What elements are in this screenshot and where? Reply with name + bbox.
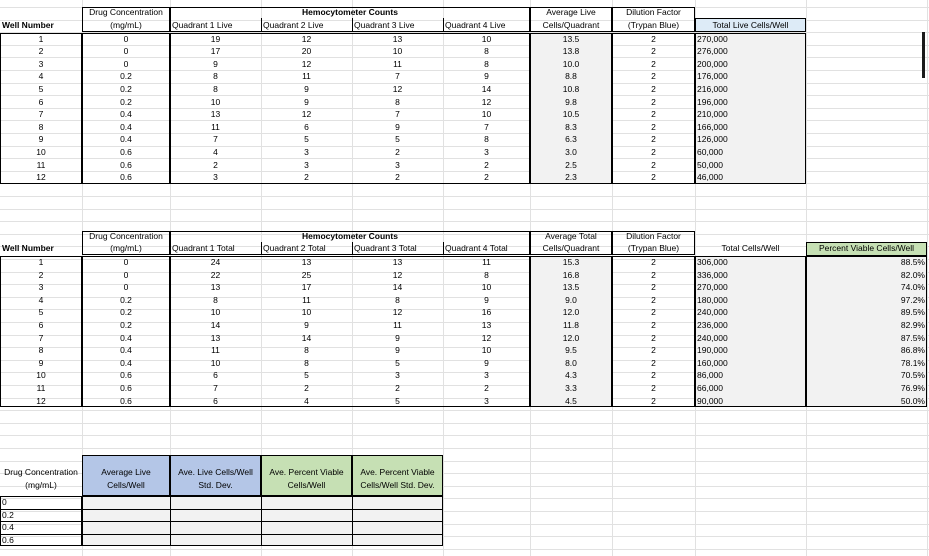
avg-cells-header[interactable]: Cells/Quadrant [542, 243, 600, 254]
table-cell-q4[interactable]: 10 [481, 345, 492, 356]
summary-std-header-line2[interactable]: Std. Dev. [198, 480, 233, 491]
table-cell-q4[interactable]: 9 [484, 71, 489, 82]
table-cell-q4[interactable]: 16 [481, 307, 492, 318]
table-cell-dil[interactable]: 2 [651, 46, 656, 57]
table-cell-drug[interactable]: 0.2 [120, 71, 132, 82]
table-cell-total[interactable]: 180,000 [697, 294, 728, 305]
table-cell-q4[interactable]: 7 [484, 121, 489, 132]
table-cell-well[interactable]: 4 [38, 71, 44, 82]
table-cell-q4[interactable]: 2 [484, 383, 489, 394]
table-cell-dil[interactable]: 2 [651, 357, 656, 368]
table-cell-avg[interactable]: 2.5 [565, 159, 577, 170]
table-cell-total[interactable]: 306,000 [697, 257, 728, 268]
quadrant-header[interactable]: Quadrant 3 Total [354, 243, 417, 254]
table-cell-dil[interactable]: 2 [651, 395, 656, 406]
row-gridline [0, 435, 929, 436]
table-cell-well[interactable]: 5 [38, 307, 44, 318]
table-cell-avg[interactable]: 13.8 [562, 46, 580, 57]
table-cell-avg[interactable]: 9.8 [565, 96, 577, 107]
table-cell-q1[interactable]: 11 [211, 121, 220, 132]
table-cell-total[interactable]: 90,000 [697, 395, 723, 406]
table-cell-well[interactable]: 9 [38, 134, 44, 145]
table-cell-total[interactable]: 66,000 [697, 383, 723, 394]
table-cell-avg[interactable]: 15.3 [562, 257, 580, 268]
row-gridline [0, 221, 929, 222]
table-cell-q1[interactable]: 9 [213, 58, 218, 69]
table-cell-pct[interactable]: 50.0% [900, 395, 925, 406]
table-cell-dil[interactable]: 2 [651, 307, 656, 318]
well-number-header[interactable]: Well Number [2, 19, 54, 30]
table-cell-avg[interactable]: 8.8 [565, 71, 577, 82]
table-cell-well[interactable]: 3 [38, 282, 44, 293]
table-cell-dil[interactable]: 2 [651, 83, 656, 94]
table-cell-well[interactable]: 8 [38, 121, 44, 132]
table-cell-q2[interactable]: 3 [304, 159, 309, 170]
quadrant-header[interactable]: Quadrant 2 Total [263, 243, 326, 254]
table-cell-total[interactable]: 240,000 [697, 307, 728, 318]
table-cell-well[interactable]: 6 [38, 96, 44, 107]
table-cell-q4[interactable]: 3 [484, 146, 489, 157]
table-cell-avg[interactable]: 16.8 [562, 269, 580, 280]
table-cell-q4[interactable]: 10 [481, 109, 492, 120]
table-cell-avg[interactable]: 3.3 [565, 383, 577, 394]
table-cell-q3[interactable]: 11 [393, 58, 402, 69]
table-cell-total[interactable]: 200,000 [697, 58, 728, 69]
table-cell-well[interactable]: 10 [36, 370, 46, 381]
summary-concentration-cell[interactable]: 0.2 [2, 509, 14, 520]
table-cell-drug[interactable]: 0 [123, 257, 129, 268]
table-cell-q2[interactable]: 14 [301, 332, 312, 343]
table-cell-pct[interactable]: 87.5% [900, 332, 925, 343]
table-cell-pct[interactable]: 76.9% [900, 383, 925, 394]
table-cell-q4[interactable]: 3 [484, 370, 489, 381]
summary-concentration-cell[interactable]: 0.4 [2, 522, 14, 533]
table-cell-q4[interactable]: 11 [482, 257, 491, 268]
table-cell-pct[interactable]: 82.0% [900, 269, 925, 280]
table-cell-q1[interactable]: 13 [210, 332, 221, 343]
table-cell-avg[interactable]: 13.5 [562, 282, 580, 293]
table-cell-drug[interactable]: 0.6 [120, 370, 132, 381]
row-gridline [0, 423, 929, 424]
table-cell-q3[interactable]: 9 [395, 345, 400, 356]
table-cell-q1[interactable]: 24 [210, 257, 221, 268]
table-cell-q3[interactable]: 8 [395, 294, 400, 305]
trypan-blue-header[interactable]: (Trypan Blue) [627, 19, 680, 30]
table-cell-dil[interactable]: 2 [651, 71, 656, 82]
table-cell-q1[interactable]: 22 [210, 269, 221, 280]
table-cell-drug[interactable]: 0 [123, 269, 129, 280]
table-cell-q3[interactable]: 5 [395, 134, 400, 145]
table-cell-q4[interactable]: 2 [484, 172, 489, 183]
table-cell-q1[interactable]: 8 [213, 71, 218, 82]
table-cell-pct[interactable]: 70.5% [900, 370, 925, 381]
table-cell-drug[interactable]: 0.2 [120, 83, 132, 94]
table-cell-well[interactable]: 1 [38, 257, 44, 268]
average-header[interactable]: Average Live [546, 7, 596, 18]
table-cell-dil[interactable]: 2 [651, 257, 656, 268]
table-cell-q2[interactable]: 11 [302, 71, 311, 82]
table-cell-q2[interactable]: 2 [304, 172, 309, 183]
total-cells-header[interactable]: Total Live Cells/Well [712, 19, 789, 30]
table-cell-dil[interactable]: 2 [651, 383, 656, 394]
table-cell-total[interactable]: 166,000 [697, 121, 728, 132]
table-cell-q4[interactable]: 12 [481, 96, 492, 107]
percent-viable-header[interactable]: Percent Viable Cells/Well [818, 243, 915, 254]
table-cell-q4[interactable]: 14 [481, 83, 492, 94]
table-cell-q3[interactable]: 9 [395, 121, 400, 132]
table-cell-drug[interactable]: 0.6 [120, 159, 132, 170]
table-cell-q2[interactable]: 4 [304, 395, 309, 406]
table-cell-q2[interactable]: 12 [301, 58, 312, 69]
table-cell-pct[interactable]: 78.1% [900, 357, 925, 368]
table-cell-avg[interactable]: 9.5 [565, 345, 577, 356]
table-cell-drug[interactable]: 0.2 [120, 294, 132, 305]
dilution-factor-header[interactable]: Dilution Factor [626, 231, 681, 242]
table-cell-drug[interactable]: 0.6 [120, 395, 132, 406]
table-cell-dil[interactable]: 2 [651, 121, 656, 132]
table-cell-q1[interactable]: 13 [210, 282, 221, 293]
table-cell-drug[interactable]: 0.2 [120, 307, 132, 318]
table-cell-q3[interactable]: 9 [395, 332, 400, 343]
table-cell-q2[interactable]: 10 [301, 307, 312, 318]
table-cell-avg[interactable]: 10.0 [562, 58, 580, 69]
table-cell-well[interactable]: 7 [38, 332, 44, 343]
quadrant-header[interactable]: Quadrant 1 Live [172, 19, 233, 30]
table-cell-drug[interactable]: 0.4 [120, 345, 132, 356]
table-cell-q2[interactable]: 6 [304, 121, 309, 132]
table-cell-q3[interactable]: 7 [395, 71, 400, 82]
table-cell-drug[interactable]: 0.6 [120, 172, 132, 183]
table-cell-q2[interactable]: 9 [304, 83, 309, 94]
table-cell-q3[interactable]: 12 [392, 83, 403, 94]
table-cell-q4[interactable]: 13 [481, 320, 492, 331]
table-cell-dil[interactable]: 2 [651, 294, 656, 305]
table-cell-q2[interactable]: 9 [304, 320, 309, 331]
table-cell-q4[interactable]: 10 [481, 33, 492, 44]
table-cell-q3[interactable]: 2 [395, 146, 400, 157]
table-cell-q3[interactable]: 13 [392, 33, 403, 44]
drug-unit-header[interactable]: (mg/mL) [110, 243, 142, 254]
table-cell-q1[interactable]: 6 [213, 395, 218, 406]
table-cell-dil[interactable]: 2 [651, 370, 656, 381]
table-cell-avg[interactable]: 10.5 [562, 109, 580, 120]
table-cell-total[interactable]: 86,000 [697, 370, 723, 381]
table-cell-well[interactable]: 8 [38, 345, 44, 356]
dilution-factor-header[interactable]: Dilution Factor [626, 7, 681, 18]
table-cell-dil[interactable]: 2 [651, 134, 656, 145]
table-cell-q1[interactable]: 10 [210, 357, 221, 368]
table-cell-q4[interactable]: 3 [484, 395, 489, 406]
avg-cells-header[interactable]: Cells/Quadrant [542, 19, 600, 30]
table-cell-well[interactable]: 12 [36, 395, 46, 406]
table-cell-total[interactable]: 50,000 [697, 159, 723, 170]
table-cell-drug[interactable]: 0 [123, 46, 129, 57]
table-cell-well[interactable]: 2 [38, 46, 44, 57]
table-cell-drug[interactable]: 0.4 [120, 121, 132, 132]
summary-pctstd-header-line2[interactable]: Cells/Well Std. Dev. [360, 480, 435, 491]
table-cell-q1[interactable]: 4 [213, 146, 218, 157]
table-cell-pct[interactable]: 88.5% [900, 257, 925, 268]
table-cell-q4[interactable]: 8 [484, 58, 489, 69]
table-cell-q1[interactable]: 11 [211, 345, 220, 356]
table-cell-q1[interactable]: 7 [213, 134, 218, 145]
table-cell-drug[interactable]: 0.4 [120, 357, 132, 368]
summary-pct-header-line1[interactable]: Ave. Percent Viable [269, 467, 344, 478]
summary-drug-header-line1[interactable]: Drug Concentration [4, 467, 78, 478]
table-cell-total[interactable]: 336,000 [697, 269, 728, 280]
summary-concentration-cell[interactable]: 0.6 [2, 534, 14, 545]
row-gridline [0, 549, 929, 550]
table-cell-dil[interactable]: 2 [651, 159, 656, 170]
table-cell-drug[interactable]: 0 [123, 33, 129, 44]
average-header[interactable]: Average Total [545, 231, 597, 242]
table-cell-q2[interactable]: 2 [304, 383, 309, 394]
summary-avg-live-header-line2[interactable]: Cells/Well [107, 480, 145, 491]
table-cell-dil[interactable]: 2 [651, 146, 656, 157]
table-cell-well[interactable]: 7 [38, 109, 44, 120]
table-cell-q3[interactable]: 2 [395, 172, 400, 183]
summary-pctstd-header-line1[interactable]: Ave. Percent Viable [360, 467, 435, 478]
table-cell-q1[interactable]: 19 [210, 33, 221, 44]
table-cell-total[interactable]: 126,000 [697, 134, 728, 145]
table-cell-drug[interactable]: 0.6 [120, 383, 132, 394]
summary-std-header-line1[interactable]: Ave. Live Cells/Well [178, 467, 253, 478]
table-cell-q1[interactable]: 7 [213, 383, 218, 394]
hemocytometer-counts-header[interactable]: Hemocytometer Counts [302, 7, 398, 18]
table-cell-well[interactable]: 1 [38, 33, 44, 44]
table-cell-q4[interactable]: 12 [481, 332, 492, 343]
table-cell-pct[interactable]: 97.2% [900, 294, 925, 305]
table-cell-q1[interactable]: 17 [210, 46, 221, 57]
table-cell-pct[interactable]: 74.0% [900, 282, 925, 293]
table-cell-q2[interactable]: 12 [301, 109, 312, 120]
table-cell-q3[interactable]: 11 [393, 320, 402, 331]
table-cell-drug[interactable]: 0.6 [120, 146, 132, 157]
table-cell-q1[interactable]: 8 [213, 294, 218, 305]
table-cell-total[interactable]: 270,000 [697, 33, 728, 44]
table-cell-avg[interactable]: 8.0 [565, 357, 577, 368]
table-cell-total[interactable]: 270,000 [697, 282, 728, 293]
table-cell-avg[interactable]: 3.0 [565, 146, 577, 157]
table-cell-q1[interactable]: 10 [210, 96, 221, 107]
table-cell-q3[interactable]: 3 [395, 159, 400, 170]
table-cell-well[interactable]: 9 [38, 357, 44, 368]
quadrant-header[interactable]: Quadrant 1 Total [172, 243, 235, 254]
table-cell-q2[interactable]: 12 [301, 33, 312, 44]
table-cell-dil[interactable]: 2 [651, 269, 656, 280]
table-cell-avg[interactable]: 10.8 [562, 83, 580, 94]
table-cell-avg[interactable]: 9.0 [565, 294, 577, 305]
table-cell-q3[interactable]: 10 [392, 46, 403, 57]
table-cell-total[interactable]: 46,000 [697, 172, 723, 183]
drug-unit-header[interactable]: (mg/mL) [110, 19, 142, 30]
table-cell-q2[interactable]: 13 [301, 257, 312, 268]
table-cell-drug[interactable]: 0.2 [120, 320, 132, 331]
table-cell-drug[interactable]: 0 [123, 58, 129, 69]
quadrant-header[interactable]: Quadrant 3 Live [354, 19, 415, 30]
table-cell-avg[interactable]: 8.3 [565, 121, 577, 132]
table-cell-q1[interactable]: 13 [210, 109, 221, 120]
table-cell-total[interactable]: 190,000 [697, 345, 728, 356]
table-cell-total[interactable]: 60,000 [697, 146, 723, 157]
table-cell-dil[interactable]: 2 [651, 58, 656, 69]
table-cell-well[interactable]: 6 [38, 320, 44, 331]
table-cell-drug[interactable]: 0 [123, 282, 129, 293]
summary-pct-header-line2[interactable]: Cells/Well [287, 480, 326, 491]
table-cell-well[interactable]: 11 [36, 383, 46, 394]
table-cell-dil[interactable]: 2 [651, 332, 656, 343]
table-cell-q2[interactable]: 5 [304, 134, 309, 145]
table-cell-q3[interactable]: 14 [392, 282, 403, 293]
table-cell-total[interactable]: 240,000 [697, 332, 728, 343]
row-gridline [0, 209, 929, 210]
summary-drug-header-line2[interactable]: (mg/mL) [25, 480, 57, 491]
table-cell-dil[interactable]: 2 [651, 33, 656, 44]
table-cell-pct[interactable]: 82.9% [900, 320, 925, 331]
summary-concentration-cell[interactable]: 0 [2, 497, 7, 508]
table-cell-total[interactable]: 210,000 [697, 109, 728, 120]
table-cell-well[interactable]: 5 [38, 83, 44, 94]
table-cell-drug[interactable]: 0.2 [120, 96, 132, 107]
quadrant-header[interactable]: Quadrant 2 Live [263, 19, 324, 30]
table-cell-dil[interactable]: 2 [651, 282, 656, 293]
table-cell-q1[interactable]: 3 [213, 172, 218, 183]
table-cell-q4[interactable]: 9 [484, 357, 489, 368]
table-cell-q3[interactable]: 13 [392, 257, 403, 268]
table-cell-q2[interactable]: 25 [301, 269, 312, 280]
table-cell-q1[interactable]: 2 [213, 159, 218, 170]
table-cell-q2[interactable]: 17 [301, 282, 312, 293]
quadrant-header[interactable]: Quadrant 4 Live [445, 19, 506, 30]
table-cell-q2[interactable]: 8 [304, 357, 309, 368]
drug-concentration-header[interactable]: Drug Concentration [89, 231, 163, 242]
table-cell-avg[interactable]: 6.3 [565, 134, 577, 145]
table-cell-q2[interactable]: 20 [301, 46, 312, 57]
table-cell-q1[interactable]: 14 [210, 320, 221, 331]
quadrant-header[interactable]: Quadrant 4 Total [445, 243, 508, 254]
table-cell-q3[interactable]: 12 [392, 307, 403, 318]
table-cell-q4[interactable]: 8 [484, 46, 489, 57]
table-cell-dil[interactable]: 2 [651, 320, 656, 331]
table-cell-avg[interactable]: 13.5 [562, 33, 580, 44]
table-cell-well[interactable]: 10 [36, 146, 46, 157]
table-cell-q2[interactable]: 3 [304, 146, 309, 157]
table-cell-well[interactable]: 4 [38, 294, 44, 305]
table-cell-q1[interactable]: 8 [213, 83, 218, 94]
table-cell-avg[interactable]: 12.0 [562, 332, 580, 343]
table-cell-dil[interactable]: 2 [651, 345, 656, 356]
table-cell-avg[interactable]: 11.8 [563, 320, 579, 331]
table-cell-avg[interactable]: 2.3 [565, 172, 577, 183]
hemocytometer-counts-header[interactable]: Hemocytometer Counts [302, 231, 398, 242]
row-gridline [0, 448, 929, 449]
table-cell-q3[interactable]: 5 [395, 357, 400, 368]
row-gridline [0, 410, 929, 411]
table-cell-q3[interactable]: 7 [395, 109, 400, 120]
table-cell-q2[interactable]: 11 [302, 294, 311, 305]
table-cell-total[interactable]: 236,000 [697, 320, 728, 331]
table-cell-q3[interactable]: 3 [395, 370, 400, 381]
table-cell-q4[interactable]: 8 [484, 269, 489, 280]
table-cell-pct[interactable]: 86.8% [900, 345, 925, 356]
table-cell-q2[interactable]: 9 [304, 96, 309, 107]
total-cells-header[interactable]: Total Cells/Well [721, 243, 780, 254]
table-cell-total[interactable]: 160,000 [697, 357, 728, 368]
table-cell-well[interactable]: 12 [36, 172, 46, 183]
table-cell-q2[interactable]: 5 [304, 370, 309, 381]
table-cell-q3[interactable]: 12 [392, 269, 403, 280]
table-cell-q4[interactable]: 9 [484, 294, 489, 305]
table-cell-q1[interactable]: 6 [213, 370, 218, 381]
table-cell-q3[interactable]: 5 [395, 395, 400, 406]
table-cell-dil[interactable]: 2 [651, 172, 656, 183]
table-cell-well[interactable]: 3 [38, 58, 44, 69]
drug-concentration-header[interactable]: Drug Concentration [89, 7, 163, 18]
row-gridline [0, 196, 929, 197]
table-cell-pct[interactable]: 89.5% [900, 307, 925, 318]
table-cell-avg[interactable]: 12.0 [562, 307, 580, 318]
summary-avg-live-header-line1[interactable]: Average Live [101, 467, 151, 478]
table-cell-well[interactable]: 11 [36, 159, 46, 170]
well-number-header[interactable]: Well Number [2, 243, 54, 254]
table-cell-dil[interactable]: 2 [651, 109, 656, 120]
table-cell-dil[interactable]: 2 [651, 96, 656, 107]
table-cell-q4[interactable]: 8 [484, 134, 489, 145]
table-cell-q3[interactable]: 2 [395, 383, 400, 394]
table-cell-total[interactable]: 276,000 [697, 46, 728, 57]
trypan-blue-header[interactable]: (Trypan Blue) [627, 243, 680, 254]
table-cell-avg[interactable]: 4.5 [565, 395, 577, 406]
vertical-scrollbar[interactable] [922, 32, 925, 78]
table-cell-well[interactable]: 2 [38, 269, 44, 280]
table-cell-avg[interactable]: 4.3 [565, 370, 577, 381]
table-cell-total[interactable]: 196,000 [697, 96, 728, 107]
table-cell-total[interactable]: 176,000 [697, 71, 728, 82]
table-cell-total[interactable]: 216,000 [697, 83, 728, 94]
table-cell-q1[interactable]: 10 [210, 307, 221, 318]
table-cell-drug[interactable]: 0.4 [120, 332, 132, 343]
table-cell-q4[interactable]: 2 [484, 159, 489, 170]
table-cell-q4[interactable]: 10 [481, 282, 492, 293]
table-cell-q3[interactable]: 8 [395, 96, 400, 107]
table-cell-q2[interactable]: 8 [304, 345, 309, 356]
table-cell-drug[interactable]: 0.4 [120, 134, 132, 145]
table-cell-drug[interactable]: 0.4 [120, 109, 132, 120]
